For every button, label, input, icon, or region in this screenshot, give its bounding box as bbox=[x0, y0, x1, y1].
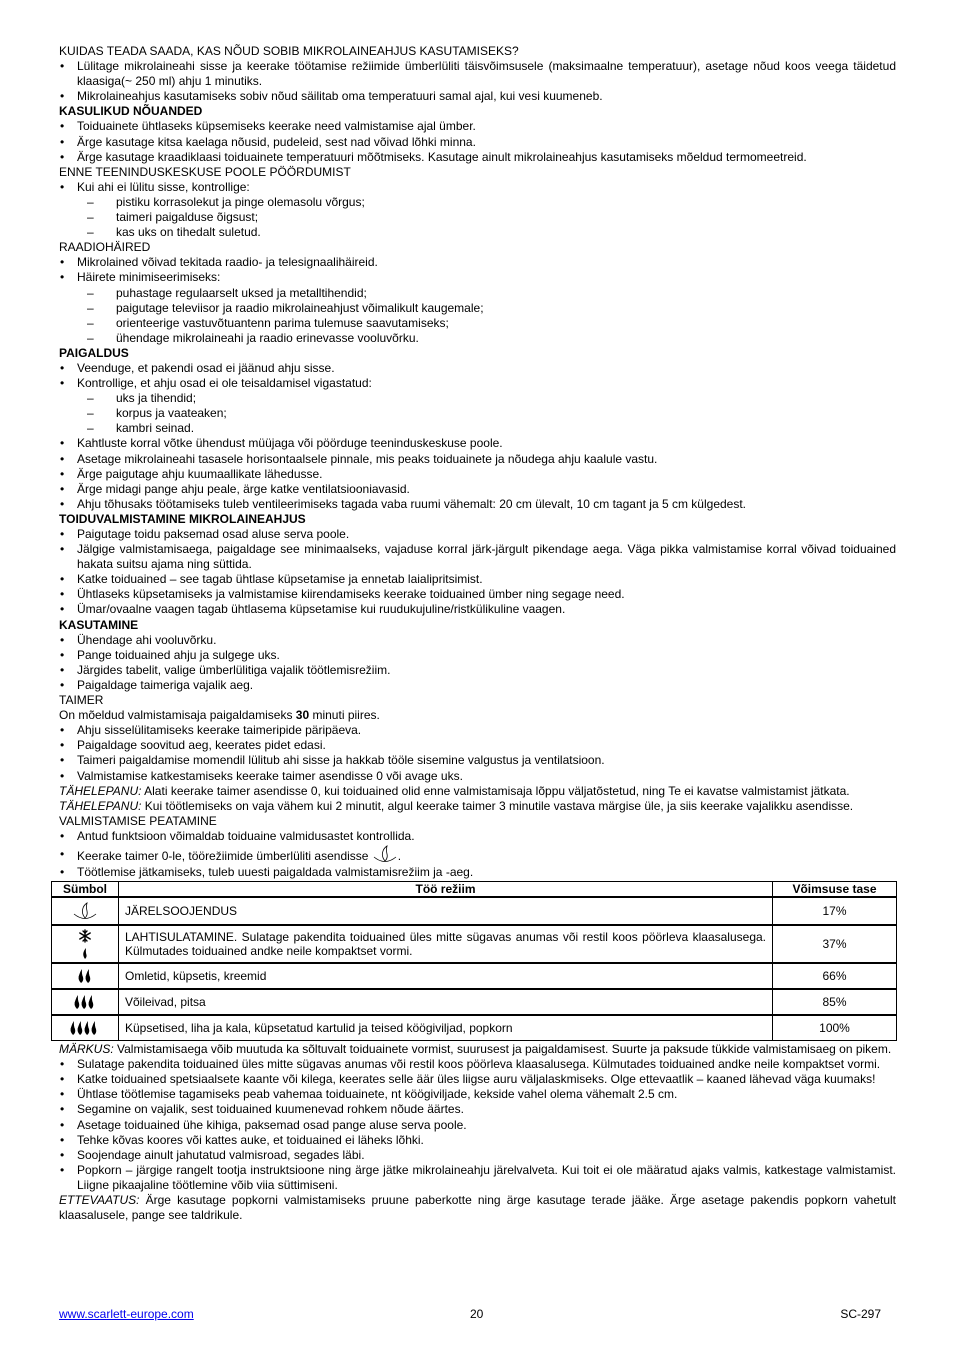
table-row bbox=[52, 1015, 897, 1041]
section-heading-service: ENNE TEENINDUSKESKUSE POOLE PÖÖRDUMIST bbox=[59, 164, 351, 179]
table-row bbox=[52, 989, 897, 1015]
timer-intro-text: On mõeldud valmistamisaja paigaldamiseks bbox=[59, 708, 296, 723]
timer-minutes-value: 30 bbox=[295, 708, 310, 723]
sublist-item: – orienteerige vastuvõtuantenn parima tulemuse saavutamiseks; bbox=[59, 316, 896, 331]
website-link[interactable]: www.scarlett-europe.com bbox=[59, 1307, 194, 1321]
table-row bbox=[52, 925, 897, 963]
note-label: TÄHELEPANU: bbox=[59, 783, 142, 798]
list-item: • Sulatage pakendita toiduained üles mitte sügavas anumas või restil koos pöörleva klaasalusega. Külmutades toiduained andke neile kompaktset vormi. bbox=[59, 1057, 896, 1072]
list-item: • Ühtlaseks küpsetamiseks ja valmistamise kiirendamiseks keerake toiduained ümber ning segage need. bbox=[59, 587, 896, 602]
list-item: • Ahju tõhusaks töötamiseks tuleb ventileerimiseks tagada vaba ruumi vähemalt: 20 cm ülevalt, 10 cm tagant ja 5 cm külgedest. bbox=[59, 497, 896, 512]
column-header-symbol: Sümbol bbox=[52, 882, 119, 898]
table-row bbox=[52, 897, 897, 925]
install-list bbox=[59, 361, 896, 391]
list-item: • Kontrollige, et ahju osad ei ole teisaldamisel vigastatud: bbox=[59, 376, 896, 391]
radio-sublist bbox=[59, 286, 896, 346]
timer-intro bbox=[59, 708, 896, 723]
medium-power-icon bbox=[75, 968, 95, 984]
list-item: • Ärge paigutage ahju kuumaallikate lähedusse. bbox=[59, 467, 896, 482]
symbol-cell bbox=[52, 963, 119, 989]
warm-symbol-icon bbox=[72, 901, 98, 921]
install-list-rest bbox=[59, 436, 896, 511]
table-header-row bbox=[52, 882, 897, 898]
list-item: • Ärge kasutage kitsa kaelaga nõusid, pudeleid, sest nad võivad lõhki minna. bbox=[59, 135, 896, 150]
page-number: 20 bbox=[470, 1307, 484, 1321]
list-item: • Ärge kasutage kraadiklaasi toiduainete temperatuuri mõõtmiseks. Kasutage ainult mikrolaineahjus kasutamiseks mõeldud termomeetreid. bbox=[59, 150, 896, 165]
list-item: • Veenduge, et pakendi osad ei jäänud ahju sisse. bbox=[59, 361, 896, 376]
list-item: • Töötlemise jätkamiseks, tuleb uuesti paigaldada valmistamisrežiim ja -aeg. bbox=[59, 865, 896, 880]
timer-intro-text-end: minuti piires. bbox=[309, 708, 380, 723]
list-item: • Mikrolaineahjus kasutamiseks sobiv nõud säilitab oma temperatuuri samal ajal, kui vesi kuumeneb. bbox=[59, 89, 896, 104]
section-heading-pause: VALMISTAMISE PEATAMINE bbox=[59, 813, 217, 828]
mode-cell: Võileivad, pitsa bbox=[119, 989, 773, 1015]
radio-list bbox=[59, 255, 896, 285]
table-row bbox=[52, 963, 897, 989]
caution-note bbox=[59, 1193, 896, 1223]
symbol-cell bbox=[52, 897, 119, 925]
service-sublist bbox=[59, 195, 896, 240]
section-heading-radio: RAADIOHÄIRED bbox=[59, 240, 151, 255]
list-item: • Asetage toiduained ühe kihiga, paksemad osad pange aluse serva poole. bbox=[59, 1118, 896, 1133]
list-item: • Paigaldage soovitud aeg, keerates pidet edasi. bbox=[59, 738, 896, 753]
section-heading-dish-test: KUIDAS TEADA SAADA, KAS NÕUD SOBIB MIKROLAINEAHJUS KASUTAMISEKS? bbox=[59, 44, 519, 58]
list-item: • Kui ahi ei lülitu sisse, kontrollige: bbox=[59, 180, 896, 195]
power-cell: 17% bbox=[773, 897, 897, 925]
section-heading-install: PAIGALDUS bbox=[59, 345, 129, 360]
section-heading-timer: TAIMER bbox=[59, 693, 104, 708]
remark-note bbox=[59, 1042, 896, 1057]
list-item: • Järgides tabelit, valige ümberlülitiga vajalik töötlemisrežiim. bbox=[59, 663, 896, 678]
defrost-tips-list bbox=[59, 1057, 896, 1193]
list-item: • Ühendage ahi vooluvõrku. bbox=[59, 633, 896, 648]
list-item: • Tehke kõvas koores või kattes auke, et toiduained ei läheks lõhki. bbox=[59, 1133, 896, 1148]
power-cell: 100% bbox=[773, 1015, 897, 1041]
pause-instruction-end: . bbox=[397, 848, 402, 863]
symbol-cell bbox=[52, 989, 119, 1015]
usage-list bbox=[59, 633, 896, 693]
sublist-item: – taimeri paigalduse õigsust; bbox=[59, 210, 896, 225]
mode-cell: Küpsetised, liha ja kala, küpsetatud kartulid ja teised köögiviljad, popkorn bbox=[119, 1015, 773, 1041]
note-text: Kui töötlemiseks on vaja vähem kui 2 minutit, algul keerake taimer 3 minutile vastava märgise üle, ja siis keerake vajalikku asendisse. bbox=[141, 798, 854, 813]
list-item: • Pange toiduained ahju ja sulgege uks. bbox=[59, 648, 896, 663]
list-item: • Popkorn – järgige rangelt tootja instruktsioone ning ärge jätke mikrolaineahju järelvalveta. Kui toit ei ole määratud ajaks valmis, katkestage valmistamist. Liigne pikaajaline töötlemine võib viia süttimiseni. bbox=[59, 1163, 896, 1193]
caution-text: Ärge kasutage popkorni valmistamiseks pruune paberkotte ning ärge kasutage terade jääke. Ärge asetage pakendis popkorn vahetult klaasalusele, pange see taldrikule. bbox=[59, 1193, 896, 1223]
list-item: • Kahtluste korral võtke ühendust müüjaga või pöörduge teeninduskeskuse poole. bbox=[59, 436, 896, 451]
list-item: • Mikrolained võivad tekitada raadio- ja telesignaalihäireid. bbox=[59, 255, 896, 270]
list-item: • Ühtlase töötlemise tagamiseks peab vahemaa toiduainete, nt köögiviljade, kekside vahel olema vähemalt 2.5 cm. bbox=[59, 1087, 896, 1102]
list-item: • Lülitage mikrolaineahi sisse ja keerake töötamise režiimide ümberlüliti täisvõimsusele (maksimaalne temperatuur), asetage nõud koos veega täidetud klaasiga(~ 250 ml) ahju 1 minutiks. bbox=[59, 59, 896, 89]
mode-cell: Omletid, küpsetis, kreemid bbox=[119, 963, 773, 989]
defrost-symbol-icon bbox=[75, 928, 95, 960]
tips-list bbox=[59, 119, 896, 164]
section-heading-cooking: TOIDUVALMISTAMINE MIKROLAINEAHJUS bbox=[59, 511, 306, 526]
install-sublist bbox=[59, 391, 896, 436]
list-item: • Segamine on vajalik, sest toiduained kuumenevad rohkem nõude äärtes. bbox=[59, 1102, 896, 1117]
document-page bbox=[59, 44, 896, 1223]
timer-note-2 bbox=[59, 799, 896, 814]
list-item: • Antud funktsioon võimaldab toiduaine valmidusastet kontrollida. bbox=[59, 829, 896, 844]
list-item: • Paigaldage taimeriga vajalik aeg. bbox=[59, 678, 896, 693]
column-header-mode: Töö režiim bbox=[119, 882, 773, 898]
list-item: • Toiduainete ühtlaseks küpsemiseks keerake need valmistamise ajal ümber. bbox=[59, 119, 896, 134]
pause-instruction: Keerake taimer 0-le, töörežiimide ümberlüliti asendisse bbox=[77, 848, 372, 863]
cooking-list bbox=[59, 527, 896, 618]
list-item: • Katke toiduained spetsiaalsete kaante või kilega, keerates selle äär üles liigse auru väljalaskmiseks. Olge ettevaatlik – kaaned lähevad väga kuumaks! bbox=[59, 1072, 896, 1087]
list-item: • Katke toiduained – see tagab ühtlase küpsetamise ja ennetab laialipritsimist. bbox=[59, 572, 896, 587]
sublist-item: – puhastage regulaarselt uksed ja metalltihendid; bbox=[59, 286, 896, 301]
timer-list bbox=[59, 723, 896, 783]
page-footer bbox=[59, 1307, 881, 1323]
list-item: • Soojendage ainult jahutatud valmisroad, segades läbi. bbox=[59, 1148, 896, 1163]
high-power-icon bbox=[68, 1020, 102, 1036]
note-text: Alati keerake taimer asendisse 0, kui toiduained olid enne valmistamisaja lõppu väljatõstetud, ning Te ei kavatse valmistamist jätkata. bbox=[141, 783, 850, 798]
list-item bbox=[59, 844, 896, 865]
list-item: • Ümar/ovaalne vaagen tagab ühtlasema küpsetamise kui ruudukujuline/ristkülikuline vaagen. bbox=[59, 602, 896, 617]
mode-cell: JÄRELSOOJENDUS bbox=[119, 897, 773, 925]
column-header-power: Võimsuse tase bbox=[773, 882, 897, 898]
sublist-item: – ühendage mikrolaineahi ja raadio erinevasse vooluvõrku. bbox=[59, 331, 896, 346]
section-heading-usage: KASUTAMINE bbox=[59, 617, 139, 632]
power-cell: 37% bbox=[773, 925, 897, 963]
sublist-item: – paigutage televiisor ja raadio mikrolaineahjust võimalikult kaugemale; bbox=[59, 301, 896, 316]
sublist-item: – kambri seinad. bbox=[59, 421, 896, 436]
section-heading-tips: KASULIKUD NÕUANDED bbox=[59, 104, 203, 119]
remark-label: MÄRKUS: bbox=[59, 1042, 114, 1057]
sublist-item: – uks ja tihendid; bbox=[59, 391, 896, 406]
service-list bbox=[59, 180, 896, 195]
list-item: • Ahju sisselülitamiseks keerake taimeripide päripäeva. bbox=[59, 723, 896, 738]
sublist-item: – korpus ja vaateaken; bbox=[59, 406, 896, 421]
mode-cell: LAHTISULATAMINE. Sulatage pakendita toiduained üles mitte sügavas anumas või restil koos pöörleva klaasalusega. Külmutades toiduained andke neile kompaktset vormi. bbox=[119, 925, 773, 963]
power-cell: 66% bbox=[773, 963, 897, 989]
power-cell: 85% bbox=[773, 989, 897, 1015]
list-item: • Häirete minimiseerimiseks: bbox=[59, 270, 896, 285]
dish-test-list bbox=[59, 59, 896, 104]
caution-label: ETTEVAATUS: bbox=[59, 1193, 140, 1207]
list-item: • Taimeri paigaldamise momendil lülitub ahi sisse ja hakkab tööle sisemine valgustus ja ventilatsioon. bbox=[59, 753, 896, 768]
medium-high-power-icon bbox=[71, 994, 99, 1010]
list-item: • Valmistamise katkestamiseks keerake taimer asendisse 0 või avage uks. bbox=[59, 769, 896, 784]
list-item: • Asetage mikrolaineahi tasasele horisontaalsele pinnale, mis peaks toiduainete ja nõudega ahju kaalule vastu. bbox=[59, 452, 896, 467]
list-item: • Ärge midagi pange ahju peale, ärge katke ventilatsiooniavasid. bbox=[59, 482, 896, 497]
warm-symbol-icon bbox=[372, 844, 398, 864]
timer-note-1 bbox=[59, 784, 896, 799]
symbol-cell bbox=[52, 925, 119, 963]
remark-text: Valmistamisaega võib muutuda ka sõltuvalt toiduainete vormist, suurusest ja paigaldamisest. Suurte ja paksude tükkide valmistamisaeg on pikem. bbox=[113, 1042, 892, 1057]
list-item: • Jälgige valmistamisaega, paigaldage see minimaalseks, vajaduse korral järk-järgult pikendage aega. Väga pikka valmistamise korral võivad toiduained hakata suitsu ajama ning süttida. bbox=[59, 542, 896, 572]
note-label: TÄHELEPANU: bbox=[59, 798, 142, 813]
sublist-item: – kas uks on tihedalt suletud. bbox=[59, 225, 896, 240]
model-number: SC-297 bbox=[840, 1307, 881, 1321]
sublist-item: – pistiku korrasolekut ja pinge olemasolu võrgus; bbox=[59, 195, 896, 210]
pause-list bbox=[59, 829, 896, 880]
symbol-cell bbox=[52, 1015, 119, 1041]
power-modes-table bbox=[51, 881, 897, 1041]
list-item: • Paigutage toidu paksemad osad aluse serva poole. bbox=[59, 527, 896, 542]
